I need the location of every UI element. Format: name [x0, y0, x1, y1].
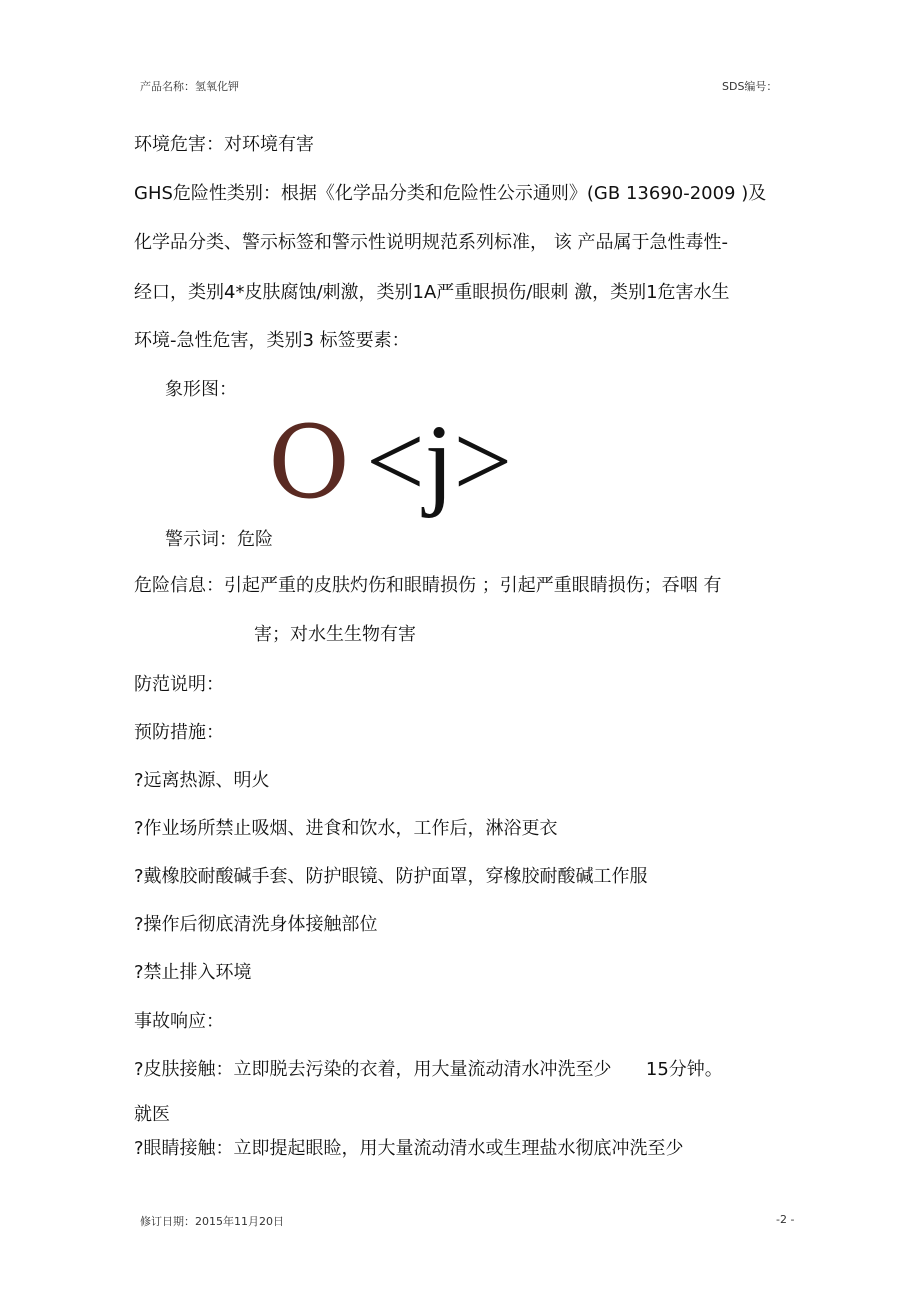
prevention-item: ?作业场所禁止吸烟、进食和饮水，工作后，淋浴更衣	[134, 818, 558, 839]
prevention-item: ?戴橡胶耐酸碱手套、防护眼镜、防护面罩，穿橡胶耐酸碱工作服	[134, 866, 648, 887]
response-title: 事故响应：	[134, 1011, 224, 1032]
pictogram-label: 象形图：	[165, 379, 237, 400]
prevention-item: ?禁止排入环境	[134, 962, 252, 983]
header-product-name: 产品名称：氢氧化钾	[140, 80, 239, 93]
ghs-line-1: GHS危险性类别：根据《化学品分类和危险性公示通则》(GB 13690-2009 )及	[134, 183, 767, 204]
prevention-item: ?远离热源、明火	[134, 770, 270, 791]
ghs-line-4: 环境-急性危害，类别3 标签要素：	[134, 330, 410, 351]
signal-word: 警示词：危险	[165, 529, 273, 550]
ghs-line-2: 化学品分类、警示标签和警示性说明规范系列标准， 该 产品属于急性毒性-	[134, 232, 728, 253]
hazard-info-line-2: 害；对水生生物有害	[254, 624, 416, 645]
header-sds-number: SDS编号：	[722, 80, 778, 93]
prevention-item: ?操作后彻底清洗身体接触部位	[134, 914, 378, 935]
env-hazard: 环境危害：对环境有害	[134, 134, 314, 155]
seek-medical: 就医	[134, 1104, 170, 1125]
prevention-title: 预防措施：	[134, 722, 224, 743]
hazard-info-line-1: 危险信息：引起严重的皮肤灼伤和眼睛损伤 ；引起严重眼睛损伤；吞咽 有	[134, 575, 722, 596]
footer-page-number: -2 -	[776, 1213, 795, 1226]
pictogram-glyph-j: <j>	[366, 404, 513, 519]
eye-contact: ?眼睛接触：立即提起眼睑，用大量流动清水或生理盐水彻底冲洗至少	[134, 1138, 684, 1159]
ghs-line-3: 经口，类别4*皮肤腐蚀/刺激，类别1A严重眼损伤/眼刺 激，类别1危害水生	[134, 282, 730, 303]
pictogram-glyph-o: O	[268, 404, 350, 521]
footer-revision-date: 修订日期：2015年11月20日	[140, 1215, 284, 1228]
skin-contact: ?皮肤接触：立即脱去污染的衣着，用大量流动清水冲洗至少 15分钟。	[134, 1059, 723, 1080]
precaution-title: 防范说明：	[134, 674, 224, 695]
